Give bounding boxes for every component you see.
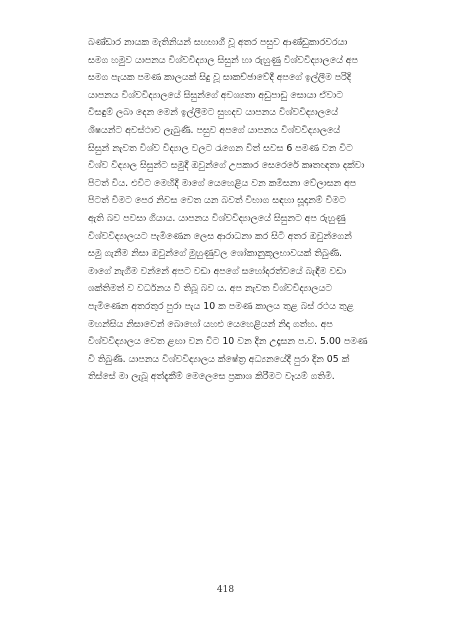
text-line: සමු ගැනීම නිසා ඔවුන්ගේ මුහුණුවල ශෝකානුකූලභාවයක් තිබුණි. xyxy=(88,248,343,260)
text-line: සමග හමුව යාපනය විශ්වවිද්‍යාල සිසුන් හා රුහුණු විශ්වවිද්‍යාලයේ අප xyxy=(88,54,358,66)
page-number: 418 xyxy=(216,585,235,595)
text-line: පැමිණෙන අතරතුර පුරා පැය 10 ක පමණ කාලය තුළ බස් රථය තුළ xyxy=(88,300,354,312)
body-paragraph xyxy=(88,34,380,386)
text-line: ඇති බව පවසා ගියාය. යාපනය විශ්වවිද්‍යාලයේ සිසුනට අප රුහුණු xyxy=(88,212,346,224)
text-line: තිස්සේ මා ලැබූ අත්දැකීම් මෙලෙසෙ ප්‍රකාශ කිරීමට වෑයම් ගතිමි. xyxy=(88,371,335,383)
text-line: මහන්සිය නිසාවෙන් බොහෝ යහළු යෙහෙළියන් නිදා ගත්හ. අප xyxy=(88,318,333,330)
text-line: ශිෂයන්ට අවස්ථාව ලැබුණි. පසුව අපගේ යාපනය විශ්වවිද්‍යාලයේ xyxy=(88,124,341,136)
text-line: බණ්ඩාර නායක මැතිනියන් සහභාගී වූ අතර පසුව ආණ්ඩුකාරවරයා xyxy=(88,37,348,48)
text-line: වී තිබුණි. යාපනය විශ්වවිද්‍යාලය ක්ෂේත්‍ර අධ්‍යනයේදී පුරා දින 05 ක් xyxy=(88,353,350,365)
text-line: විශ්වවිද්‍යාලය වෙත ළඟා වන විට 10 වන දින උදෑසන ප.ව. 5.00 පමණ xyxy=(88,336,368,348)
text-line: ශක්තිමත් ව වර්ධනය වී තිබූ බව ය. අප නැවත විශ්වවිද්‍යාලයට xyxy=(88,283,332,295)
text-line: සිසුන් නැවත විශ්ව විද්‍යාල වලට රැගෙන විත් සවස 6 පමණ වන විට xyxy=(88,142,353,154)
text-line: විශ්වවිද්‍යාලයට පැමිණෙන ලෙස ආරාධනා කර සිටි අතර ඔවුන්ගෙන් xyxy=(88,230,352,242)
text-line: සමග පැයක පමණ කාලයක් සිදු වූ සාකච්ඡාවේදී අපගේ ඉල්ලීම පරිදි xyxy=(88,72,351,84)
text-line: පිටත් වීමට පෙර නිවස වෙත යන බවත් විභාග සඳහා සූදානම් වීමට xyxy=(88,195,346,207)
text-line: විශ්ව විද්‍යාල සිසුන්ට සමුදී ඔවුන්ගේ උපකාර සෙරෙරේ කෘතඥතා දක්වා xyxy=(88,160,365,172)
text-line: පිටත් විය. එවිට මෙහිදී මාගේ යෙහෙළිය වන කමිසනා වේලාසන අප xyxy=(88,177,357,189)
text-line: විසඳුම් ලබා දෙන මෙන් ඉල්ලීමට සුහදව යාපනය විශ්වවිද්‍යාලයේ xyxy=(88,107,339,119)
text-line: යාපනය විශ්වවිද්‍යාලයේ සිසුන්ගේ අවශ්‍යතා අඩුපාඩු සොයා ඒවාට xyxy=(88,89,343,101)
text-line: මාගේ නැගීම වන්නේ අපට වඩා අපගේ සහෝදරත්වයේ බැඳීම වඩා xyxy=(88,265,347,277)
